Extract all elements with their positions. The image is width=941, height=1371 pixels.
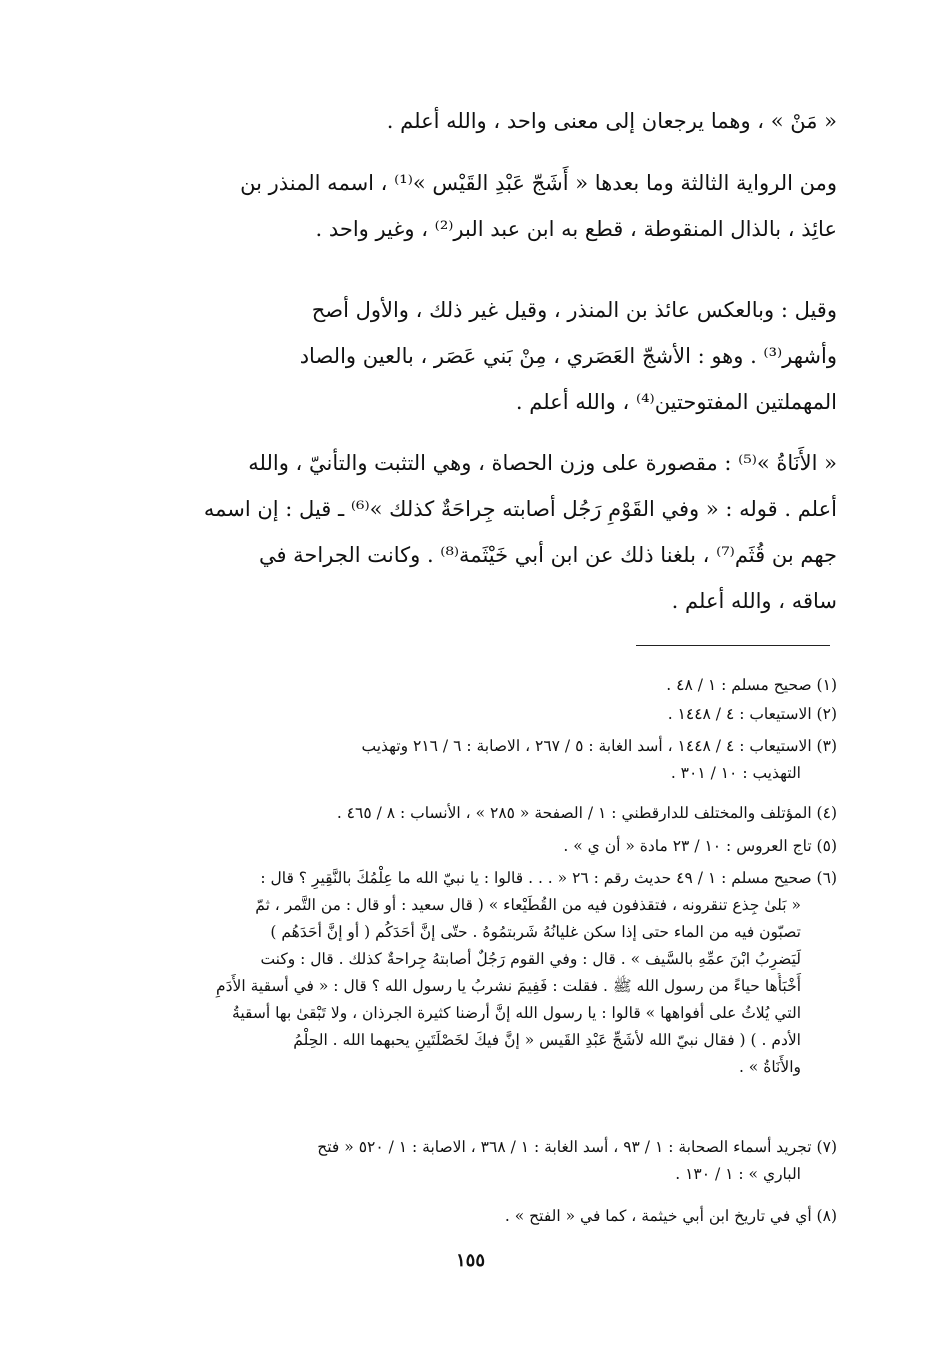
text-line: ساقه ، والله أعلم . bbox=[671, 589, 837, 613]
footnote-5 bbox=[118, 833, 837, 860]
footnote-line: (١) صحيح مسلم : ١ / ٤٨ . bbox=[666, 676, 837, 694]
text-line: وأشهر⁽³⁾ . وهو : الأشجّ العَصَري ، مِنْ بَني عَصَر ، بالعين والصاد bbox=[299, 344, 837, 368]
footnote-2 bbox=[118, 701, 837, 728]
footnote-line: لَيَضرِبُ ابْنَ عمِّهِ بالسَّيف » . قال : وفي القوم رَجُلٌ أصابتهُ جِراحةٌ كذلك . قال : وكنت bbox=[260, 950, 801, 968]
footnote-line: تصبّون فيه من الماء حتى إذا سكن غليانُهُ شَربتمُوهُ . حتّى إنَّ أحَدَكُم ( أو إنَّ أحَدَهُم ) bbox=[270, 923, 801, 941]
footnote-line: الأدم . ) ( فقال نبيّ الله لأشَجِّ عَبْدِ القَيس « إنَّ فيكَ لخَصْلَتَينِ يحبهما الله . الحِلْمُ bbox=[293, 1031, 801, 1049]
text-line: ومن الرواية الثالثة وما بعدها « أَشَجّ عَبْدِ القَيْس »⁽¹⁾ ، اسمه المنذر بن bbox=[240, 171, 837, 195]
footnote-line: (٧) تجريد أسماء الصحابة : ١ / ٩٣ ، أسد الغابة : ١ / ٣٦٨ ، الاصابة : ١ / ٥٢٠ « فتح bbox=[317, 1138, 837, 1156]
footnote-3 bbox=[118, 733, 837, 787]
paragraph-2 bbox=[130, 160, 837, 252]
footnote-line: (٦) صحيح مسلم : ١ / ٤٩ حديث رقم : ٢٦ « . . . قالوا : يا نبيّ الله ما عِلْمُكَ بالنَّقِيرِ ؟ قال : bbox=[260, 869, 837, 887]
footnote-8 bbox=[118, 1203, 837, 1230]
footnote-line: التهذيب : ١٠ / ٣٠١ . bbox=[670, 764, 801, 782]
text-line: « مَنْ » ، وهما يرجعان إلى معنى واحد ، والله أعلم . bbox=[386, 109, 837, 133]
footnote-line: (٥) تاج العروس : ١٠ / ٢٣ مادة « أن ي » . bbox=[563, 837, 837, 855]
footnote-line: الباري » : ١ / ١٣٠ . bbox=[675, 1165, 801, 1183]
paragraph-3 bbox=[130, 287, 837, 425]
footnote-separator bbox=[636, 645, 830, 646]
text-line: أعلم . قوله : « وفي القَوْمِ رَجُل أصابته جِراحَةٌ كذلك »⁽⁶⁾ ـ قيل : إن اسمه bbox=[203, 497, 837, 521]
text-line: جهم بن قُثَم⁽⁷⁾ ، بلغنا ذلك عن ابن أبي خَيْثَمة⁽⁸⁾ . وكانت الجراحة في bbox=[258, 543, 837, 567]
text-line: « الأَنَاةُ »⁽⁵⁾ : مقصورة على وزن الحصاة ، وهي التثبت والتأنيّ ، والله bbox=[248, 451, 837, 475]
footnote-4 bbox=[118, 800, 837, 827]
page-number: ١٥٥ bbox=[455, 1250, 485, 1271]
footnote-line: التي يُلاثُ على أفواهها » قالوا : يا رسول الله إنَّ أرضنا كثيرة الجرذان ، ولا تَبْقىٰ بها أسقيةُ bbox=[232, 1004, 801, 1022]
footnote-line: (٣) الاستيعاب : ٤ / ١٤٤٨ ، أسد الغابة : ٥ / ٢٦٧ ، الاصابة : ٦ / ٢١٦ وتهذيب bbox=[361, 737, 837, 755]
text-line: عائِذ ، بالذال المنقوطة ، قطع به ابن عبد البر⁽²⁾ ، وغير واحد . bbox=[315, 217, 837, 241]
footnote-1 bbox=[118, 672, 837, 699]
footnote-7 bbox=[118, 1134, 837, 1188]
paragraph-4 bbox=[130, 440, 837, 624]
footnote-line: أَخْبَأُها حياءً من رسول الله ﷺ . فقلت : فَفِيمَ نشربُ يا رسول الله ؟ قال : « في أسقية الأَدَمِ bbox=[216, 977, 801, 995]
footnote-line: « بَلىٰ جِذع تنقرونه ، فتقذفون فيه من القُطَيْعاء » ( قال سعيد : أو قال : من التَّمر ، ثمّ bbox=[255, 896, 801, 914]
footnote-line: (٨) أي في تاريخ ابن أبي خيثمة ، كما في « الفتح » . bbox=[504, 1207, 837, 1225]
text-line: المهملتين المفتوحتين⁽⁴⁾ ، والله أعلم . bbox=[515, 390, 837, 414]
footnote-line: (٤) المؤتلف والمختلف للدارقطني : ١ / الصفحة « ٢٨٥ » ، الأنساب : ٨ / ٤٦٥ . bbox=[336, 804, 837, 822]
footnote-6 bbox=[118, 865, 837, 1081]
text-line: وقيل : وبالعكس عائذ بن المنذر ، وقيل غير ذلك ، والأول أصح bbox=[311, 298, 837, 322]
paragraph-1 bbox=[360, 98, 837, 144]
footnote-line: والأَنَاةُ » . bbox=[738, 1058, 801, 1076]
footnote-line: (٢) الاستيعاب : ٤ / ١٤٤٨ . bbox=[667, 705, 837, 723]
